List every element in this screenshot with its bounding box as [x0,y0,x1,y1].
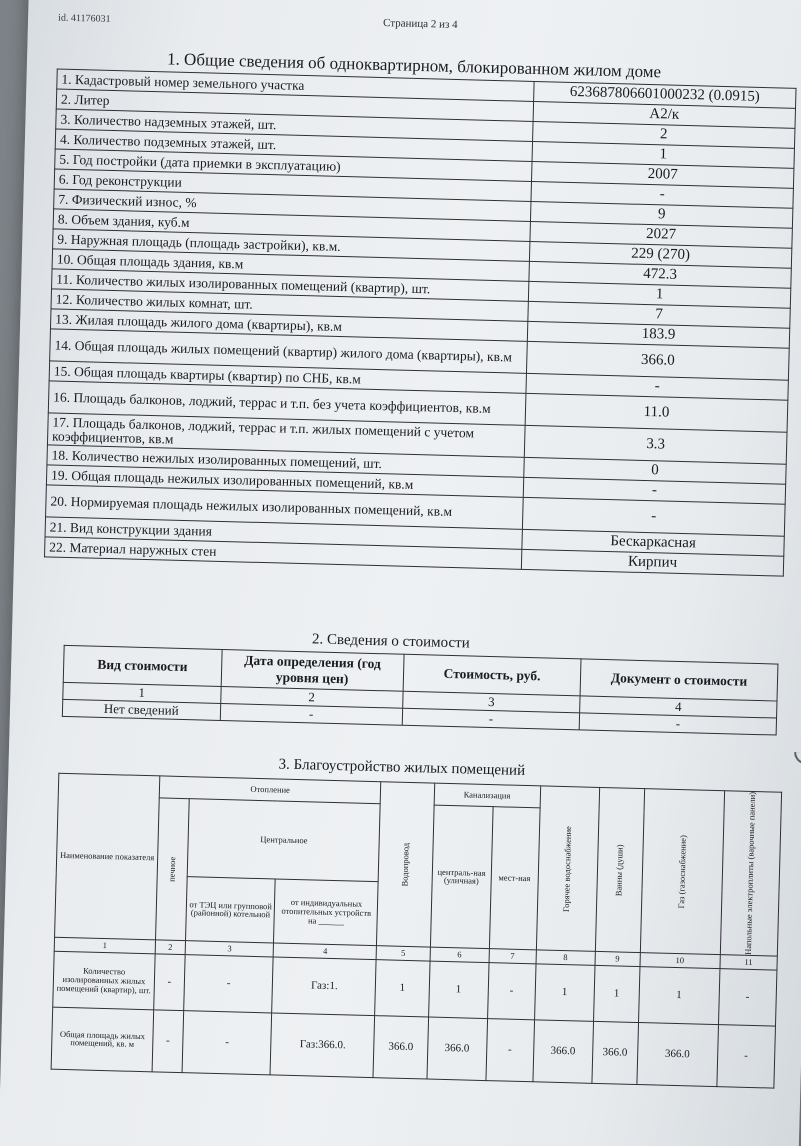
info-label: 1. Кадастровый номер земельного участка [57,69,534,101]
general-info-table [44,68,797,576]
amenities-col-number: 4 [274,943,377,960]
amenities-cell: 366.0 [373,1016,428,1079]
info-value: 2007 [532,161,794,188]
info-value: 11.0 [525,393,788,432]
amenities-cell: 1 [593,965,639,1022]
info-value: 2027 [530,221,792,248]
info-value: 183.9 [527,321,789,348]
cost-col-number: 4 [580,696,777,718]
amenities-col-number: 7 [489,949,536,964]
info-label: 21. Вид конструкции здания [45,517,522,549]
water-label: Водопровод [399,842,411,887]
cost-col-number: 3 [403,691,581,713]
amenities-header-central: Центральное [187,799,380,882]
info-value: 366.0 [526,341,789,380]
amenities-header-sewer-central: централь-ная (уличная) [430,805,493,948]
info-value: 1 [532,141,794,168]
cost-header: Стоимость, руб. [403,654,581,696]
gas-label: Газ (газоснабжение) [675,834,688,909]
amenities-header-name: Наименование показателя [55,773,160,940]
cost-col-number: 1 [63,682,221,703]
amenities-cell: 366.0 [637,1023,719,1087]
amenities-cell: - [717,1025,776,1088]
info-value: 1 [528,281,790,308]
amenities-col-number: 8 [536,950,596,966]
cost-cell: - [402,708,580,730]
info-label: 2. Литер [56,89,533,121]
amenities-col-number: 3 [185,941,274,957]
info-label: 5. Год постройки (дата приемки в эксплуатацию) [55,149,532,181]
info-label: 19. Общая площадь нежилых изолированных помещений, кв.м [46,465,523,497]
page-number: Страница 2 из 4 [382,17,458,31]
info-value: 2 [533,121,795,148]
cost-header: Вид стоимости [63,645,221,686]
info-value: 3.3 [524,425,787,464]
info-value: - [522,497,785,536]
info-value: 229 (270) [529,241,791,268]
amenities-header-sewer: Канализация [434,783,541,808]
info-value: - [526,373,788,400]
amenities-header-water [377,782,434,947]
info-value: - [531,181,793,208]
document-id: id. 41176031 [57,12,111,25]
amenities-header-heating: Отопление [159,776,381,804]
amenities-header-bath [595,787,644,952]
amenities-col-number: 10 [640,953,720,969]
info-label: 6. Год реконструкции [54,169,531,201]
cost-table [62,645,779,736]
amenities-col-number: 1 [54,937,155,954]
info-label: 17. Площадь балконов, лоджий, террас и т.п. жилых помещений с учетом коэффициентов, кв.м [47,413,525,457]
info-label: 15. Общая площадь квартиры (квартир) по СНБ, кв.м [49,361,526,393]
info-value: 623687806601000232 (0.0915) [534,81,796,108]
amenities-table [51,773,783,1089]
amenities-row-name: Общая площадь жилых помещений, кв. м [51,1007,153,1072]
amenities-header-gas [640,789,724,955]
amenities-col-number: 6 [430,947,490,963]
cost-header: Документ о стоимости [580,659,778,701]
amenities-cell: - [718,969,777,1026]
amenities-cell: - [487,963,535,1020]
info-label: 16. Площадь балконов, лоджий, террас и т.п. без учета коэффициентов, кв.м [48,381,526,425]
amenities-cell: - [152,1010,184,1073]
amenities-cell: - [184,955,274,1013]
paper-clip-mark [794,752,801,765]
bath-label: Ванны (души) [613,843,625,896]
info-value: 9 [530,201,792,228]
amenities-col-number: 2 [155,940,186,955]
cost-cell: - [579,713,776,735]
info-value: 472.3 [529,261,791,288]
amenities-header-hotwater [536,786,600,951]
info-label: 22. Материал наружных стен [45,537,522,569]
cost-col-number: 2 [220,686,403,708]
amenities-col-number: 11 [720,955,778,970]
amenities-header-stove [155,798,189,941]
info-label: 13. Жилая площадь жилого дома (квартиры), кв.м [50,309,527,341]
info-label: 11. Количество жилых изолированных помещений (квартир), шт. [52,269,529,301]
cost-cell: - [220,703,403,725]
info-value: 7 [528,301,790,328]
amenities-cell: 1 [428,961,489,1019]
hotwater-label: Горячее водоснабжение [561,825,574,912]
amenities-header-sewer-local: мест-ная [489,807,540,950]
amenities-cell: Газ:1. [272,957,376,1016]
info-label: 7. Физический износ, % [54,189,531,221]
info-label: 4. Количество подземных этажей, шт. [55,129,532,161]
info-value: Бескаркасная [522,529,784,556]
info-label: 14. Общая площадь жилых помещений (квартир) жилого дома (квартиры), кв.м [50,329,528,373]
amenities-cell: 366.0 [426,1017,487,1081]
info-label: 10. Общая площадь здания, кв.м [52,249,529,281]
amenities-cell: Газ:366.0. [271,1013,376,1078]
cost-cell: Нет сведений [62,699,220,720]
amenities-cell: 1 [638,967,720,1025]
amenities-row-name: Количество изолированных жилых помещений (квартир), шт. [53,951,155,1010]
amenities-col-number: 9 [595,951,640,966]
info-value: - [523,477,785,504]
cost-header: Дата определения (год уровня цен) [221,649,404,691]
info-value: А2/к [533,101,795,128]
amenities-cell: 366.0 [592,1021,638,1084]
amenities-header-tec: от ТЭЦ или групповой (районной) котельной [186,877,276,943]
info-label: 3. Количество надземных этажей, шт. [56,109,533,141]
amenities-cell: 366.0 [533,1020,594,1084]
amenities-cell: - [182,1011,272,1075]
amenities-col-number: 5 [377,946,430,961]
info-value: 0 [524,457,786,484]
amenities-cell: - [154,954,186,1011]
amenities-cell: 1 [375,960,429,1017]
amenities-cell: - [486,1019,534,1082]
amenities-cell: 1 [534,964,595,1022]
electric-label: Напольные электроплиты (варочные панели) [743,791,758,955]
stove-label: печное [166,856,178,882]
section3-title: 3. Благоустройство жилых помещений [278,756,526,779]
info-label: 18. Количество нежилых изолированных помещений, шт. [47,445,524,477]
info-label: 12. Количество жилых комнат, шт. [51,289,528,321]
amenities-header-electric [720,791,782,956]
section2-title: 2. Сведения о стоимости [311,631,470,652]
info-value: Кирпич [521,549,783,576]
info-label: 9. Наружная площадь (площадь застройки), кв.м. [53,229,530,261]
section1-title: 1. Общие сведения об одноквартирном, блокированном жилом доме [166,49,662,82]
info-label: 20. Нормируемая площадь нежилых изолированных помещений, кв.м [46,485,524,529]
amenities-header-individual: от индивидуальных отопительных устройств на ______ [274,879,379,946]
info-label: 8. Объем здания, куб.м [53,209,530,241]
